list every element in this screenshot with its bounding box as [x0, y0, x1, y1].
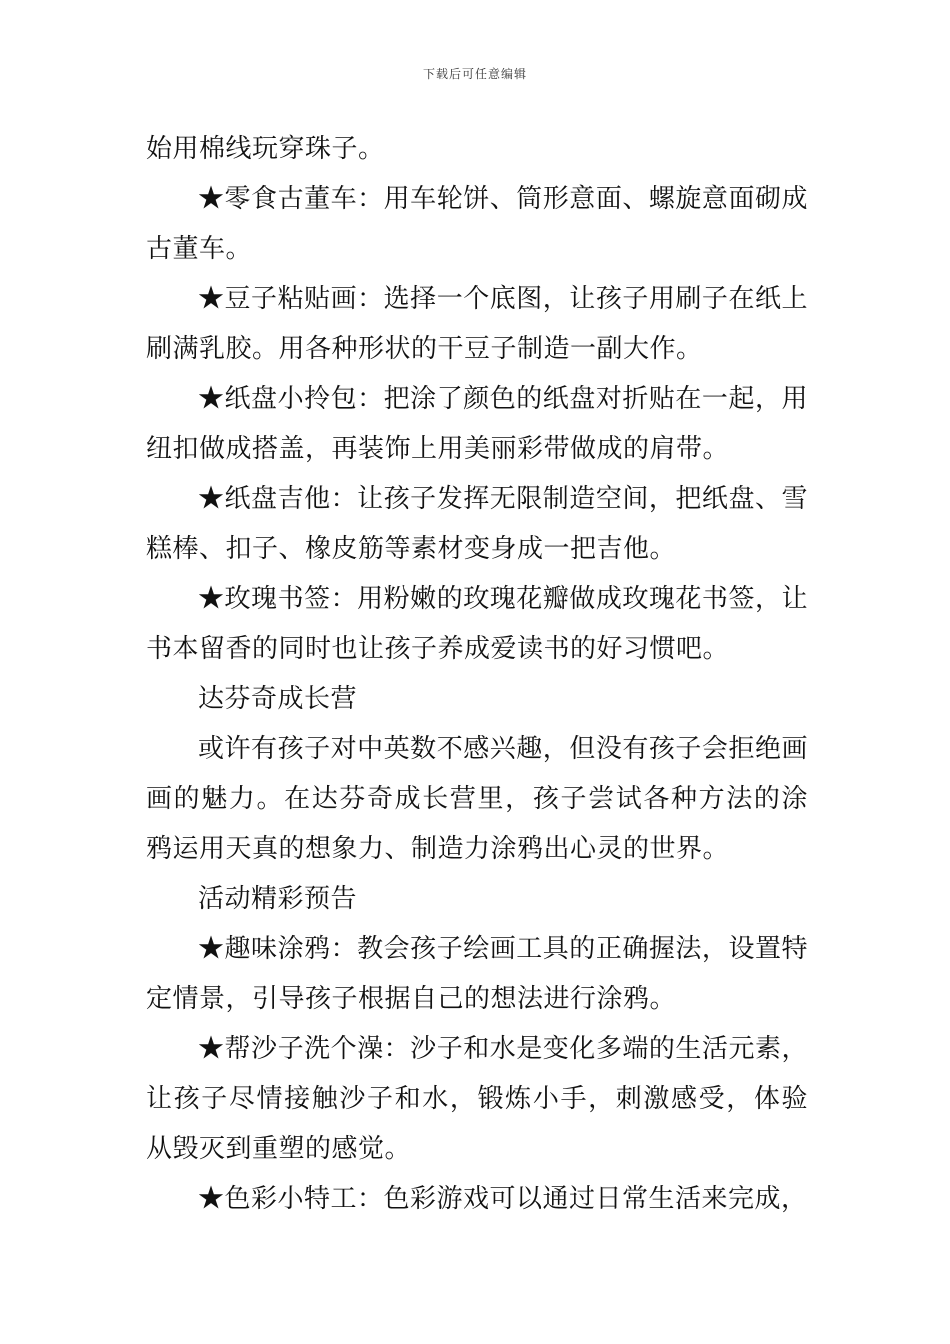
section-heading-activity-preview: 活动精彩预告 [198, 884, 358, 914]
paragraph-paper-plate-bag: ★纸盘小拎包：把涂了颜色的纸盘对折贴在一起，用纽扣做成搭盖，再装饰上用美丽彩带做成的肩带。 [146, 384, 808, 464]
paragraph-rose-bookmark: ★玫瑰书签：用粉嫩的玫瑰花瓣做成玫瑰花书签，让书本留香的同时也让孩子养成爱读书的好习惯吧。 [146, 584, 808, 664]
document-body [146, 124, 808, 1224]
section-heading-davinci-camp: 达芬奇成长营 [198, 684, 358, 714]
paragraph-color-agent: ★色彩小特工：色彩游戏可以通过日常生活来完成， [198, 1184, 808, 1214]
paragraph-bean-collage: ★豆子粘贴画：选择一个底图，让孩子用刷子在纸上刷满乳胶。用各种形状的干豆子制造一副大作。 [146, 284, 808, 364]
paragraph-sand-bath: ★帮沙子洗个澡：沙子和水是变化多端的生活元素，让孩子尽情接触沙子和水，锻炼小手，刺激感受，体验从毁灭到重塑的感觉。 [146, 1034, 808, 1164]
paragraph-paper-plate-guitar: ★纸盘吉他：让孩子发挥无限制造空间，把纸盘、雪糕棒、扣子、橡皮筋等素材变身成一把吉他。 [146, 484, 808, 564]
page-header: 下载后可任意编辑 [422, 67, 527, 81]
paragraph-snack-antique-car: ★零食古董车：用车轮饼、筒形意面、螺旋意面砌成古董车。 [146, 184, 808, 264]
paragraph-fun-doodle: ★趣味涂鸦：教会孩子绘画工具的正确握法，设置特定情景，引导孩子根据自己的想法进行涂鸦。 [146, 934, 808, 1014]
paragraph-continuation: 始用棉线玩穿珠子。 [146, 134, 385, 164]
paragraph-davinci-intro: 或许有孩子对中英数不感兴趣，但没有孩子会拒绝画画的魅力。在达芬奇成长营里，孩子尝试各种方法的涂鸦运用天真的想象力、制造力涂鸦出心灵的世界。 [146, 734, 808, 864]
